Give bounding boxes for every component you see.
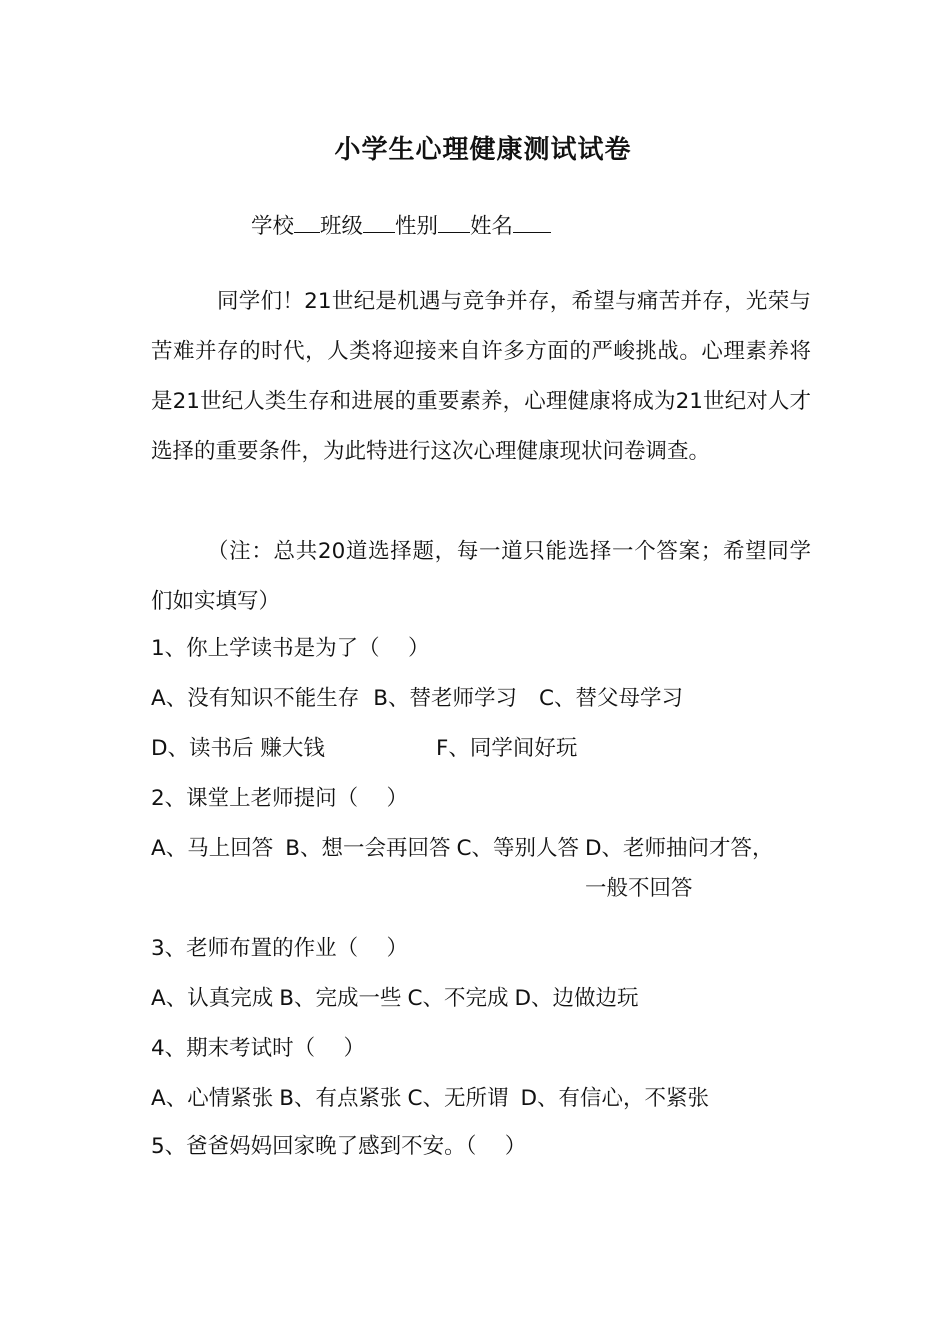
option-3-a: A、认真完成 bbox=[151, 986, 274, 1011]
option-1-f: F、同学间好玩 bbox=[436, 736, 578, 761]
option-4-a: A、心情紧张 bbox=[151, 1086, 274, 1111]
gender-label: 性别 bbox=[395, 214, 439, 239]
question-2-options-row-1 bbox=[151, 829, 775, 909]
option-2-c: C、等别人答 bbox=[456, 836, 579, 861]
option-4-b: B、有点紧张 bbox=[279, 1086, 402, 1111]
question-4-options bbox=[151, 1079, 709, 1119]
student-info-line bbox=[251, 206, 551, 247]
question-2: 2、课堂上老师提问（ ） bbox=[151, 786, 409, 811]
option-3-b: B、完成一些 bbox=[279, 986, 402, 1011]
class-blank[interactable] bbox=[363, 206, 395, 233]
option-1-d: D、读书后 赚大钱 bbox=[151, 736, 325, 761]
option-4-d: D、有信心，不紧张 bbox=[520, 1086, 710, 1111]
note-paragraph: （注：总共20道选择题，每一道只能选择一个答案；希望同学们如实填写） bbox=[151, 539, 811, 614]
page-title: 小学生心理健康测试试卷 bbox=[334, 135, 632, 165]
question-4: 4、期末考试时（ ） bbox=[151, 1036, 366, 1061]
option-2-a: A、马上回答 bbox=[151, 836, 274, 861]
question-1: 1、你上学读书是为了（ ） bbox=[151, 636, 430, 661]
option-4-c: C、无所谓 bbox=[407, 1086, 509, 1111]
name-label: 姓名 bbox=[470, 214, 514, 239]
name-blank[interactable] bbox=[513, 206, 551, 233]
question-3-options bbox=[151, 979, 639, 1019]
question-3: 3、老师布置的作业（ ） bbox=[151, 936, 409, 961]
intro-paragraph: 同学们！21世纪是机遇与竞争并存，希望与痛苦并存，光荣与苦难并存的时代，人类将迎接来自许多方面的严峻挑战。心理素养将是21世纪人类生存和进展的重要素养，心理健康将成为21世纪对人才选择的重要条件，为此特进行这次心理健康现状问卷调查。 bbox=[151, 289, 811, 464]
option-1-a: A、没有知识不能生存 bbox=[151, 686, 360, 711]
gender-blank[interactable] bbox=[438, 206, 470, 233]
question-1-options-row-1 bbox=[151, 679, 683, 719]
question-1-options-row-2 bbox=[151, 729, 325, 769]
question-1-option-f-wrap bbox=[436, 729, 577, 769]
option-2-d: D、老师抽问才答，一般不回答 bbox=[585, 836, 774, 901]
option-1-b: B、替老师学习 bbox=[373, 686, 517, 711]
option-1-c: C、替父母学习 bbox=[538, 686, 683, 711]
school-blank[interactable] bbox=[294, 206, 320, 233]
option-2-b: B、想一会再回答 bbox=[285, 836, 451, 861]
option-3-d: D、边做边玩 bbox=[514, 986, 639, 1011]
option-3-c: C、不完成 bbox=[407, 986, 509, 1011]
class-label: 班级 bbox=[320, 214, 364, 239]
question-5: 5、爸爸妈妈回家晚了感到不安。（ ） bbox=[151, 1134, 527, 1159]
school-label: 学校 bbox=[251, 214, 295, 239]
